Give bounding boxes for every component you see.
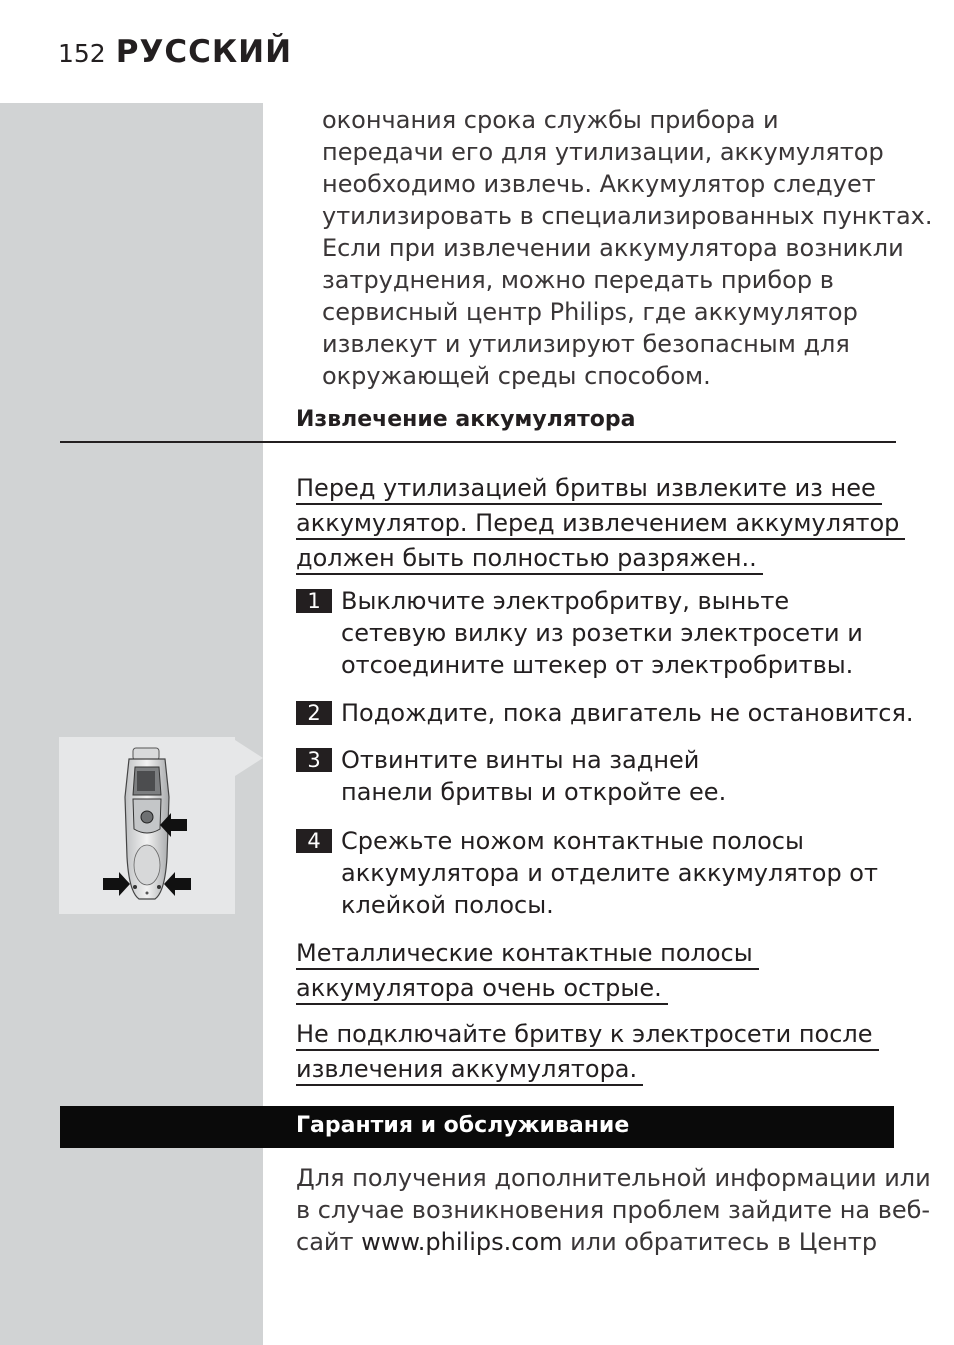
step-line: сетевую вилку из розетки электросети и [341,619,863,647]
step-line: Срежьте ножом контактные полосы [341,827,804,855]
step-line: Выключите электробритву, выньте [341,587,790,615]
page-number: 152 [58,39,106,68]
warning-line: Перед утилизацией бритвы извлеките из нее [296,473,882,505]
step-text [341,825,878,921]
step-line: панели бритвы и откройте ее. [341,778,727,806]
caution-no-mains [296,1018,896,1088]
section-bar-guarantee [60,1106,894,1148]
page-language-title: РУССКИЙ [115,34,293,70]
text-line: утилизировать в специализированных пунктах. [322,202,933,230]
text-line: сервисный центр Philips, где аккумулятор [322,298,858,326]
step-text [341,585,863,681]
philips-website-link[interactable]: www.philips.com [361,1228,563,1256]
text-line: затруднения, можно передать прибор в [322,266,834,294]
warning-line: аккумулятор. Перед извлечением аккумулятор [296,508,905,540]
shaver-back-panel-icon [59,737,235,914]
text-line: окончания срока службы прибора и [322,106,779,134]
step-line: Подождите, пока двигатель не остановится. [341,699,914,727]
text-line: извлекут и утилизируют безопасным для [322,330,850,358]
guarantee-paragraph [296,1162,931,1258]
text-line: в случае возникновения проблем зайдите на веб- [296,1196,931,1224]
text-line: передачи его для утилизации, аккумулятор [322,138,884,166]
warning-line: аккумулятора очень острые. [296,973,668,1005]
page-header [58,34,292,74]
figure-pointer [235,740,263,776]
warning-line: должен быть полностью разряжен.. [296,543,763,575]
left-margin-band [0,103,263,1345]
text-fragment: сайт [296,1228,362,1256]
battery-warning [296,472,900,577]
section-divider [60,441,896,443]
warning-line: извлечения аккумулятора. [296,1054,643,1086]
text-line: необходимо извлечь. Аккумулятор следует [322,170,876,198]
step-number: 4 [296,829,332,853]
step-line: аккумулятора и отделите аккумулятор от [341,859,878,887]
step-number: 2 [296,701,332,725]
warning-line: Металлические контактные полосы [296,938,759,970]
warning-line: Не подключайте бритву к электросети после [296,1019,879,1051]
step-line: клейкой полосы. [341,891,554,919]
step-text [341,744,726,808]
text-line [296,1226,896,1258]
shaver-illustration [59,737,235,914]
step-line: отсоедините штекер от электробритвы. [341,651,854,679]
section-title-battery-removal: Извлечение аккумулятора [296,407,636,432]
text-line: окружающей среды способом. [322,362,711,390]
step-number: 1 [296,589,332,613]
caution-sharp-strips [296,937,896,1007]
intro-paragraph [322,104,933,392]
step-number: 3 [296,748,332,772]
text-fragment: или обратитесь в Центр [562,1228,878,1256]
step-line: Отвинтите винты на задней [341,746,700,774]
step-text [341,697,914,729]
section-title-guarantee: Гарантия и обслуживание [296,1113,630,1138]
text-line: Если при извлечении аккумулятора возникли [322,234,904,262]
text-line: Для получения дополнительной информации или [296,1164,931,1192]
